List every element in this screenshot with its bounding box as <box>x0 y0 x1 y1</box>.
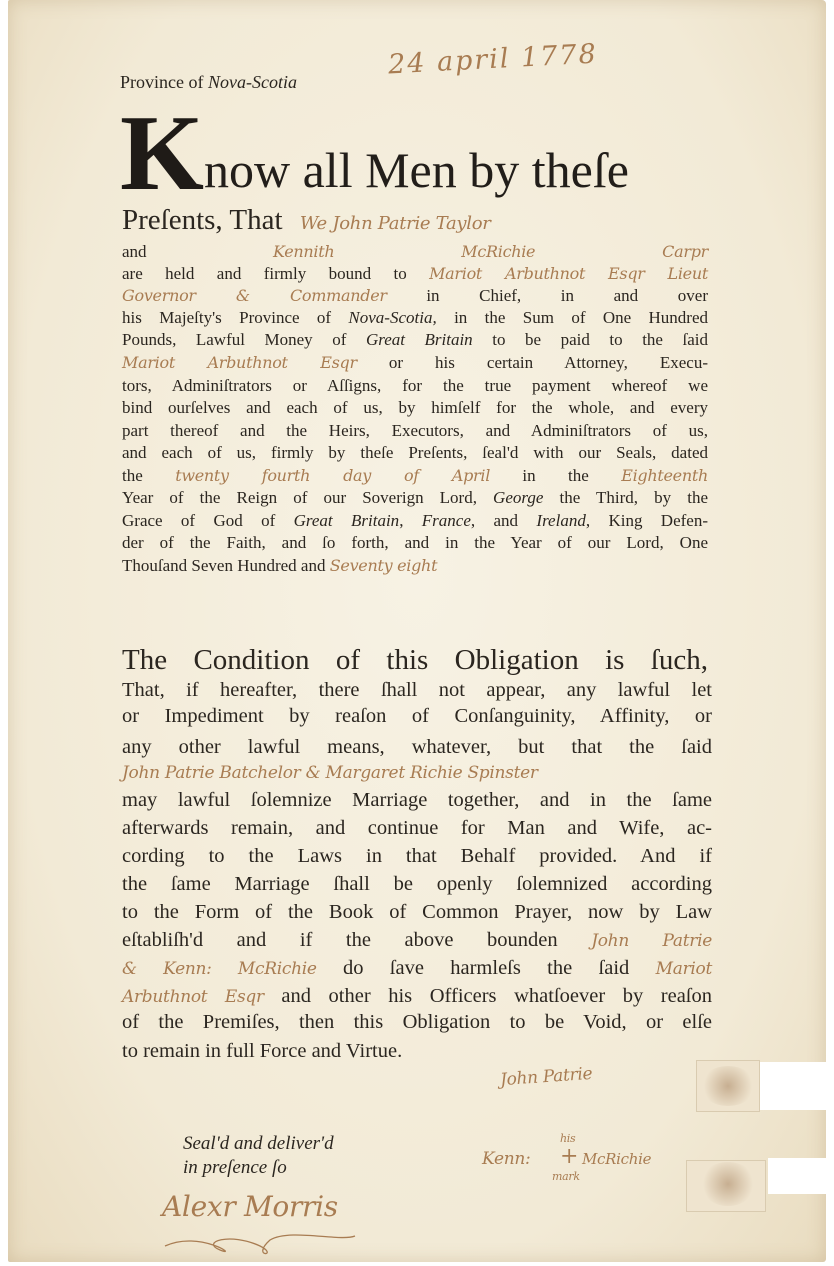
printed-text: or Impediment by reaſon of Conſanguinity, Affinity, or <box>122 705 712 727</box>
condition-line <box>122 1009 712 1035</box>
printed-text: tors, Adminiſtrators or Aſſigns, for the true payment whereof we <box>122 376 708 395</box>
printed-text: , and <box>470 511 537 530</box>
condition-line <box>122 787 712 813</box>
printed-text: of the Premiſes, then this Obligation to be Void, or elſe <box>122 1011 712 1033</box>
handwritten-entry: Arbuthnot Esqr <box>122 987 264 1007</box>
bond-line <box>122 510 708 532</box>
printed-text: and other his Officers whatſoever by reaſon <box>263 985 712 1007</box>
mark-signature <box>482 1132 652 1183</box>
bond-line <box>122 241 708 263</box>
printed-text: Year of the Reign of our Soverign Lord, <box>122 488 494 507</box>
witness-line-2: in preſence ſo <box>183 1157 287 1178</box>
condition-line <box>122 955 712 982</box>
handwritten-entry: Mariot Arbuthnot Esqr Lieut <box>429 264 708 283</box>
bond-line <box>122 307 708 329</box>
bond-line <box>122 532 708 554</box>
condition-line <box>122 871 712 897</box>
bond-line <box>122 375 708 397</box>
printed-text: in the <box>490 466 622 485</box>
italic-text: George <box>493 488 544 507</box>
mark-his: his <box>560 1132 576 1145</box>
printed-text: may lawful ſolemnize Marriage together, and in the ſame <box>122 789 712 811</box>
document-title: now all Men by theſe <box>204 142 629 198</box>
mark-name-first: Kenn: <box>482 1149 531 1169</box>
handwritten-entry: Mariot Arbuthnot Esqr <box>122 353 357 372</box>
printed-text: do ſave harmleſs the ſaid <box>316 957 656 979</box>
handwritten-entry: John Patrie Batchelor & Margaret Richie Spinster <box>122 763 538 783</box>
bond-line <box>122 555 437 577</box>
mark-name-last: McRichie <box>582 1150 652 1168</box>
printed-text: in Chief, in and over <box>386 286 708 305</box>
witness-block <box>183 1132 334 1180</box>
printed-text: , <box>399 511 422 530</box>
signature-john-patrie: John Patrie <box>499 1063 593 1091</box>
italic-text: France <box>421 511 471 530</box>
signature-alex-morris: Alexr Morris <box>162 1190 338 1223</box>
printed-text: the Third, by the <box>543 488 708 507</box>
bond-line <box>122 329 708 351</box>
printed-text: eſtabliſh'd and if the above bounden <box>122 929 592 951</box>
condition-line <box>122 759 712 786</box>
printed-text: and <box>122 242 273 261</box>
bond-line <box>122 487 708 509</box>
torn-edge <box>768 1158 834 1194</box>
handwritten-entry: Governor & Commander <box>122 286 387 305</box>
handwritten-entry: & Kenn: McRichie <box>122 959 317 979</box>
bond-line <box>122 352 708 374</box>
handwritten-date: 24 april 1778 <box>387 38 599 81</box>
bond-line <box>122 397 708 419</box>
signature-flourish <box>160 1228 360 1258</box>
condition-line <box>122 734 712 760</box>
torn-edge <box>760 1062 834 1110</box>
mark-label: mark <box>552 1170 580 1183</box>
printed-text: Thouſand Seven Hundred and <box>122 556 330 575</box>
condition-line <box>122 899 712 925</box>
condition-line <box>122 983 712 1010</box>
province-label: Province of <box>120 72 204 92</box>
bond-line <box>122 263 708 285</box>
condition-title: The Condition of this Obligation is ſuch, <box>122 644 708 676</box>
italic-text: Nova-Scotia, <box>348 308 437 327</box>
italic-text: Great Britain <box>293 511 400 530</box>
presents-line <box>122 203 491 241</box>
printed-text: and each of us, firmly by theſe Preſents, ſeal'd with our Seals, dated <box>122 443 708 462</box>
witness-line-1: Seal'd and deliver'd <box>183 1133 334 1154</box>
handwritten-entry: We John Patrie Taylor <box>299 213 491 234</box>
printed-text: his Majeſty's Province of <box>122 308 349 327</box>
bond-line <box>122 442 708 464</box>
italic-text: Ireland <box>536 511 586 530</box>
seal-stain <box>700 1066 756 1106</box>
handwritten-entry: Mariot <box>655 959 712 979</box>
printed-text: to remain in full Force and Virtue. <box>122 1040 403 1062</box>
handwritten-entry: Seventy eight <box>329 556 438 575</box>
mark-cross: + <box>560 1144 579 1169</box>
handwritten-entry: Kennith McRichie Carpr <box>272 242 708 261</box>
condition-line <box>122 927 712 954</box>
printed-text: or his certain Attorney, Execu- <box>356 353 708 372</box>
handwritten-entry: twenty fourth day of April <box>175 466 491 485</box>
printed-text: the <box>122 466 176 485</box>
province-heading <box>120 72 297 93</box>
italic-text: Great Britain <box>365 330 473 349</box>
printed-text: Pounds, Lawful Money of <box>122 330 366 349</box>
bond-line <box>122 420 708 442</box>
condition-line <box>122 677 712 703</box>
printed-text: bind ourſelves and each of us, by himſelf for the whole, and every <box>122 398 708 417</box>
condition-line <box>122 1038 402 1064</box>
condition-line <box>122 703 712 729</box>
printed-text: cording to the Laws in that Behalf provided. And if <box>122 845 712 867</box>
printed-text: to be paid to the ſaid <box>472 330 708 349</box>
bond-line <box>122 465 708 487</box>
title-initial: K <box>120 94 205 213</box>
handwritten-entry: Eighteenth <box>621 466 708 485</box>
printed-text: to the Form of the Book of Common Prayer, now by Law <box>122 901 712 923</box>
printed-text: der of the Faith, and ſo forth, and in the Year of our Lord, One <box>122 533 708 552</box>
printed-text: afterwards remain, and continue for Man and Wife, ac- <box>122 817 712 839</box>
printed-text: part thereof and the Heirs, Executors, and Adminiſtrators of us, <box>122 421 708 440</box>
seal-stain <box>700 1162 756 1206</box>
printed-text: Grace of God of <box>122 511 294 530</box>
printed-text: are held and firmly bound to <box>122 264 430 283</box>
handwritten-entry: John Patrie <box>591 931 712 951</box>
printed-text: any other lawful means, whatever, but that the ſaid <box>122 736 712 758</box>
province-name: Nova-Scotia <box>207 72 297 92</box>
condition-line <box>122 843 712 869</box>
printed-text: Preſents, That <box>122 204 283 236</box>
printed-text: That, if hereafter, there ſhall not appear, any lawful let <box>122 679 712 701</box>
condition-line <box>122 815 712 841</box>
bond-line <box>122 285 708 307</box>
printed-text: the ſame Marriage ſhall be openly ſolemnized according <box>122 873 712 895</box>
printed-text: in the Sum of One Hundred <box>436 308 709 327</box>
printed-text: , King Defen- <box>585 511 708 530</box>
